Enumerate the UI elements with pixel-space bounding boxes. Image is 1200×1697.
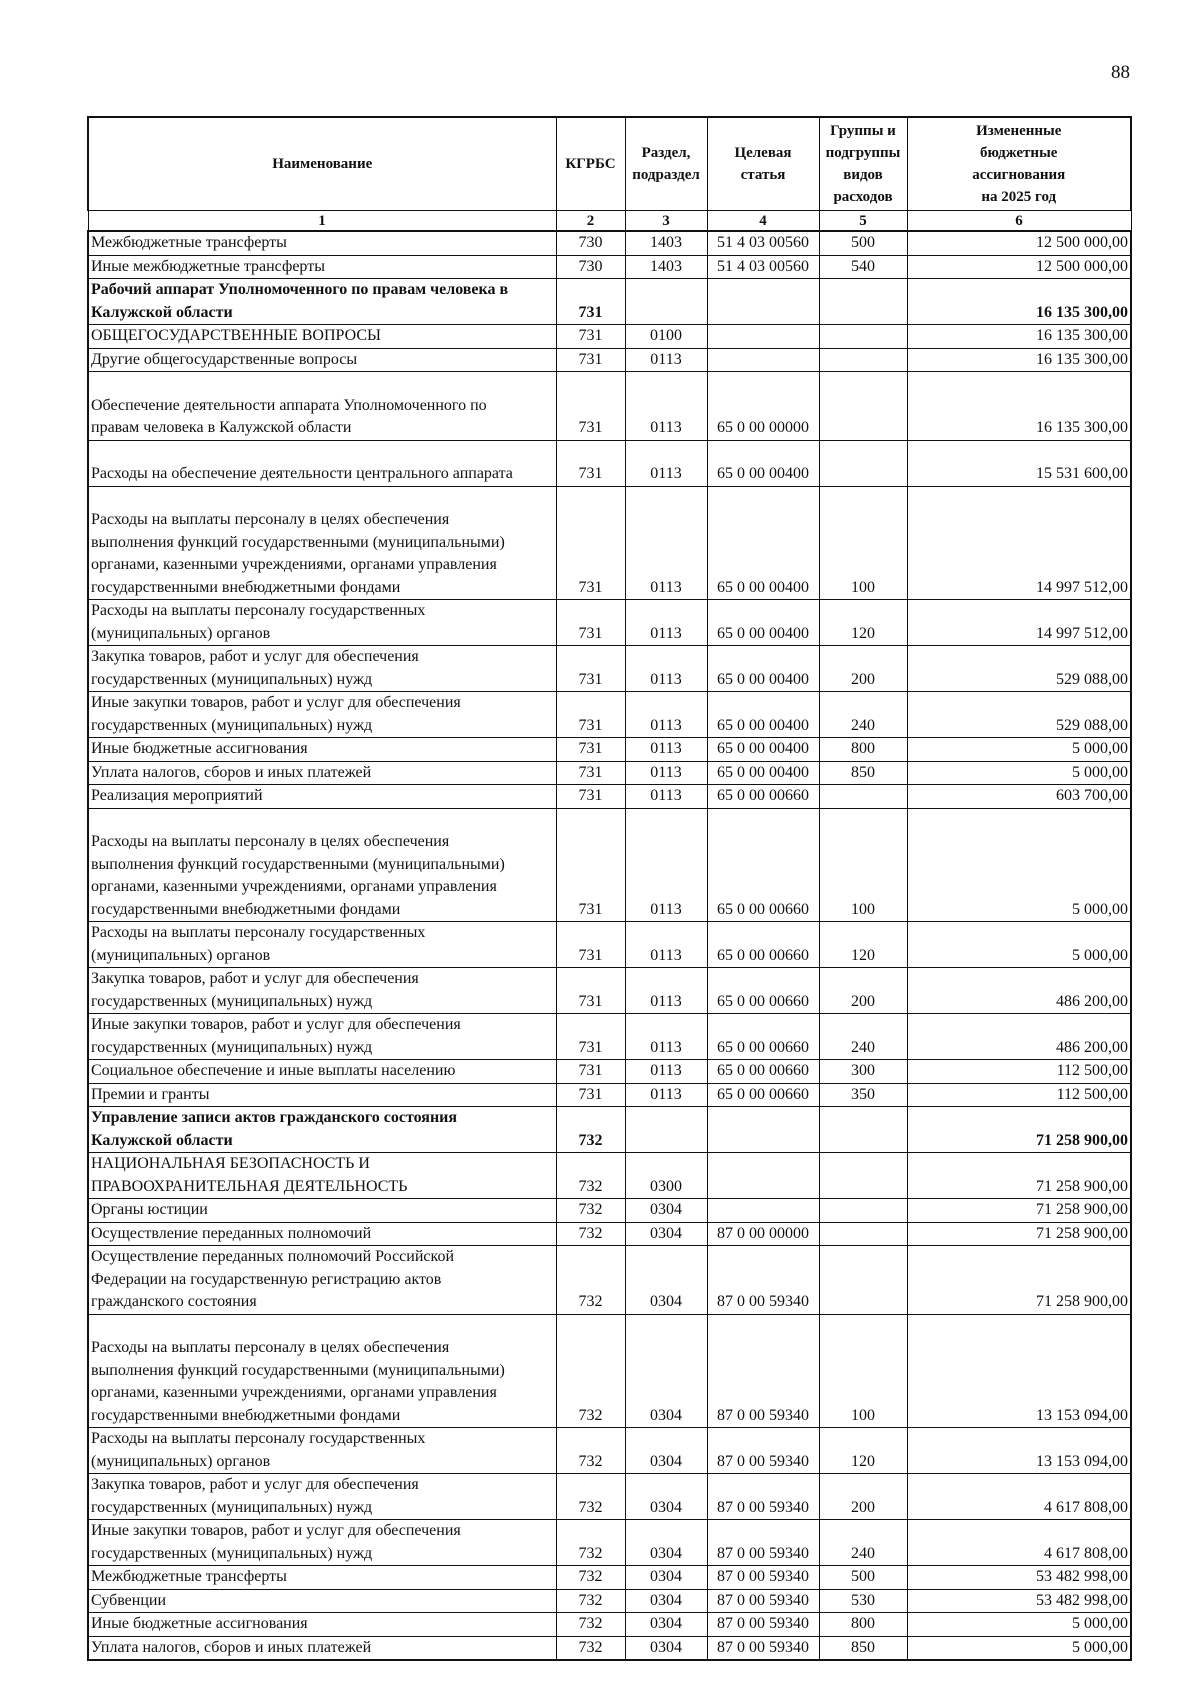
row-name: Иные закупки товаров, работ и услуг для обеспечения государственных (муниципальных) нужд: [88, 692, 556, 738]
row-kgrbs: 732: [556, 1107, 625, 1153]
row-amount: 14 997 512,00: [907, 600, 1131, 646]
row-section: 0304: [625, 1566, 707, 1590]
row-expense-group: 120: [819, 922, 907, 968]
row-amount: 71 258 900,00: [907, 1246, 1131, 1315]
row-target-article: [707, 1153, 819, 1199]
row-expense-group: 120: [819, 1428, 907, 1474]
table-row: [88, 486, 1131, 600]
table-row: [88, 231, 1131, 255]
row-amount: 529 088,00: [907, 692, 1131, 738]
row-target-article: 65 0 00 00660: [707, 1060, 819, 1084]
table-row: [88, 1083, 1131, 1107]
row-amount: 71 258 900,00: [907, 1107, 1131, 1153]
table-row: [88, 761, 1131, 785]
row-name: Иные межбюджетные трансферты: [88, 255, 556, 279]
table-body: [88, 231, 1131, 1660]
row-kgrbs: 732: [556, 1589, 625, 1613]
row-name: Органы юстиции: [88, 1199, 556, 1223]
row-target-article: [707, 348, 819, 372]
row-amount: 13 153 094,00: [907, 1428, 1131, 1474]
row-kgrbs: 731: [556, 440, 625, 486]
row-kgrbs: 731: [556, 808, 625, 922]
row-section: 0113: [625, 922, 707, 968]
table-row: [88, 646, 1131, 692]
row-amount: 15 531 600,00: [907, 440, 1131, 486]
column-number: 2: [556, 211, 625, 232]
row-kgrbs: 731: [556, 600, 625, 646]
row-amount: 5 000,00: [907, 1636, 1131, 1660]
row-amount: 14 997 512,00: [907, 486, 1131, 600]
row-target-article: [707, 1107, 819, 1153]
row-amount: 112 500,00: [907, 1060, 1131, 1084]
header-amount: Измененные бюджетные ассигнования на 2025 год: [907, 117, 1131, 211]
table-row: [88, 325, 1131, 349]
row-target-article: 65 0 00 00660: [707, 922, 819, 968]
row-name: Расходы на выплаты персоналу в целях обеспечения выполнения функций государственными (муниципальными) органами, казенными учреждениями, органами управления государственными внебюджетными фондами: [88, 808, 556, 922]
row-kgrbs: 731: [556, 1083, 625, 1107]
row-expense-group: 100: [819, 486, 907, 600]
table-row: [88, 1566, 1131, 1590]
row-kgrbs: 731: [556, 738, 625, 762]
row-kgrbs: 731: [556, 922, 625, 968]
header-code: КГРБС: [556, 117, 625, 211]
row-section: 0113: [625, 692, 707, 738]
row-expense-group: 350: [819, 1083, 907, 1107]
row-name: ОБЩЕГОСУДАРСТВЕННЫЕ ВОПРОСЫ: [88, 325, 556, 349]
header-section: Раздел, подраздел: [625, 117, 707, 211]
row-name: Межбюджетные трансферты: [88, 1566, 556, 1590]
row-target-article: [707, 1199, 819, 1223]
column-number: 5: [819, 211, 907, 232]
table-header-row: [88, 117, 1131, 211]
row-expense-group: 100: [819, 1314, 907, 1428]
row-target-article: 65 0 00 00660: [707, 808, 819, 922]
row-target-article: 65 0 00 00660: [707, 1083, 819, 1107]
row-section: 0304: [625, 1520, 707, 1566]
row-section: 0304: [625, 1636, 707, 1660]
row-name: Другие общегосударственные вопросы: [88, 348, 556, 372]
row-kgrbs: 732: [556, 1636, 625, 1660]
row-expense-group: [819, 1153, 907, 1199]
row-target-article: 87 0 00 59340: [707, 1246, 819, 1315]
table-row: [88, 1107, 1131, 1153]
row-kgrbs: 731: [556, 279, 625, 325]
table-row: [88, 1520, 1131, 1566]
row-name: Обеспечение деятельности аппарата Уполномоченного по правам человека в Калужской области: [88, 372, 556, 441]
row-amount: 12 500 000,00: [907, 255, 1131, 279]
row-expense-group: [819, 1107, 907, 1153]
row-name: Уплата налогов, сборов и иных платежей: [88, 1636, 556, 1660]
column-number: 6: [907, 211, 1131, 232]
row-kgrbs: 731: [556, 325, 625, 349]
row-expense-group: 100: [819, 808, 907, 922]
row-expense-group: 530: [819, 1589, 907, 1613]
row-amount: 486 200,00: [907, 1014, 1131, 1060]
row-expense-group: [819, 1199, 907, 1223]
row-kgrbs: 732: [556, 1153, 625, 1199]
row-amount: 71 258 900,00: [907, 1199, 1131, 1223]
row-kgrbs: 732: [556, 1199, 625, 1223]
row-expense-group: 500: [819, 1566, 907, 1590]
row-section: 0304: [625, 1474, 707, 1520]
row-name: Иные закупки товаров, работ и услуг для обеспечения государственных (муниципальных) нужд: [88, 1014, 556, 1060]
row-expense-group: 800: [819, 1613, 907, 1637]
row-section: 0113: [625, 372, 707, 441]
row-amount: 4 617 808,00: [907, 1520, 1131, 1566]
row-kgrbs: 731: [556, 646, 625, 692]
row-expense-group: 240: [819, 1014, 907, 1060]
row-section: 0113: [625, 761, 707, 785]
row-name: Расходы на обеспечение деятельности центрального аппарата: [88, 440, 556, 486]
table-row: [88, 255, 1131, 279]
row-target-article: 65 0 00 00660: [707, 785, 819, 809]
row-amount: 112 500,00: [907, 1083, 1131, 1107]
row-target-article: 65 0 00 00400: [707, 600, 819, 646]
table-row: [88, 738, 1131, 762]
row-amount: 71 258 900,00: [907, 1153, 1131, 1199]
row-name: НАЦИОНАЛЬНАЯ БЕЗОПАСНОСТЬ И ПРАВООХРАНИТЕЛЬНАЯ ДЕЯТЕЛЬНОСТЬ: [88, 1153, 556, 1199]
row-target-article: 65 0 00 00400: [707, 646, 819, 692]
row-name: Расходы на выплаты персоналу государственных (муниципальных) органов: [88, 1428, 556, 1474]
row-name: Иные закупки товаров, работ и услуг для обеспечения государственных (муниципальных) нужд: [88, 1520, 556, 1566]
table-row: [88, 785, 1131, 809]
row-target-article: 65 0 00 00000: [707, 372, 819, 441]
table-row: [88, 1428, 1131, 1474]
row-kgrbs: 731: [556, 692, 625, 738]
row-amount: 16 135 300,00: [907, 325, 1131, 349]
row-expense-group: 200: [819, 646, 907, 692]
row-amount: 16 135 300,00: [907, 348, 1131, 372]
table-row: [88, 808, 1131, 922]
row-target-article: 87 0 00 59340: [707, 1589, 819, 1613]
row-amount: 529 088,00: [907, 646, 1131, 692]
row-expense-group: [819, 785, 907, 809]
row-section: 0113: [625, 968, 707, 1014]
row-target-article: 65 0 00 00400: [707, 440, 819, 486]
row-kgrbs: 732: [556, 1428, 625, 1474]
row-amount: 16 135 300,00: [907, 372, 1131, 441]
row-kgrbs: 732: [556, 1246, 625, 1315]
row-target-article: 65 0 00 00400: [707, 738, 819, 762]
row-name: Уплата налогов, сборов и иных платежей: [88, 761, 556, 785]
row-expense-group: [819, 440, 907, 486]
row-section: 0304: [625, 1314, 707, 1428]
row-target-article: 65 0 00 00400: [707, 692, 819, 738]
row-expense-group: 120: [819, 600, 907, 646]
row-kgrbs: 731: [556, 372, 625, 441]
row-amount: 12 500 000,00: [907, 231, 1131, 255]
row-target-article: 65 0 00 00660: [707, 1014, 819, 1060]
row-name: Иные бюджетные ассигнования: [88, 1613, 556, 1637]
row-expense-group: [819, 348, 907, 372]
row-section: [625, 1107, 707, 1153]
row-section: 0304: [625, 1222, 707, 1246]
row-kgrbs: 731: [556, 1060, 625, 1084]
row-name: Закупка товаров, работ и услуг для обеспечения государственных (муниципальных) нужд: [88, 1474, 556, 1520]
row-name: Субвенции: [88, 1589, 556, 1613]
row-name: Закупка товаров, работ и услуг для обеспечения государственных (муниципальных) нужд: [88, 968, 556, 1014]
table-row: [88, 1613, 1131, 1637]
row-name: Межбюджетные трансферты: [88, 231, 556, 255]
row-expense-group: 850: [819, 1636, 907, 1660]
row-kgrbs: 730: [556, 255, 625, 279]
row-expense-group: [819, 1246, 907, 1315]
row-section: 0113: [625, 1083, 707, 1107]
row-kgrbs: 731: [556, 968, 625, 1014]
row-kgrbs: 731: [556, 785, 625, 809]
row-section: [625, 279, 707, 325]
row-expense-group: 240: [819, 1520, 907, 1566]
column-number: 4: [707, 211, 819, 232]
row-target-article: 51 4 03 00560: [707, 255, 819, 279]
row-amount: 5 000,00: [907, 808, 1131, 922]
row-name: Расходы на выплаты персоналу в целях обеспечения выполнения функций государственными (муниципальными) органами, казенными учреждениями, органами управления государственными внебюджетными фондами: [88, 486, 556, 600]
table-row: [88, 372, 1131, 441]
row-name: Управление записи актов гражданского состояния Калужской области: [88, 1107, 556, 1153]
budget-table: [87, 116, 1132, 1661]
row-name: Расходы на выплаты персоналу в целях обеспечения выполнения функций государственными (муниципальными) органами, казенными учреждениями, органами управления государственными внебюджетными фондами: [88, 1314, 556, 1428]
row-section: 0300: [625, 1153, 707, 1199]
row-expense-group: [819, 372, 907, 441]
row-expense-group: 300: [819, 1060, 907, 1084]
row-expense-group: [819, 1222, 907, 1246]
row-section: 0113: [625, 440, 707, 486]
row-target-article: 87 0 00 00000: [707, 1222, 819, 1246]
row-section: 0304: [625, 1199, 707, 1223]
table-row: [88, 922, 1131, 968]
row-amount: 5 000,00: [907, 738, 1131, 762]
row-section: 1403: [625, 255, 707, 279]
row-expense-group: 540: [819, 255, 907, 279]
table-row: [88, 600, 1131, 646]
row-amount: 53 482 998,00: [907, 1589, 1131, 1613]
header-name: Наименование: [88, 117, 556, 211]
table-row: [88, 692, 1131, 738]
row-kgrbs: 731: [556, 486, 625, 600]
row-section: 0113: [625, 600, 707, 646]
row-target-article: 87 0 00 59340: [707, 1474, 819, 1520]
row-amount: 5 000,00: [907, 1613, 1131, 1637]
row-amount: 13 153 094,00: [907, 1314, 1131, 1428]
row-target-article: 65 0 00 00400: [707, 486, 819, 600]
row-kgrbs: 732: [556, 1474, 625, 1520]
row-section: 0113: [625, 1060, 707, 1084]
table-row: [88, 1222, 1131, 1246]
row-kgrbs: 732: [556, 1613, 625, 1637]
table-row: [88, 1314, 1131, 1428]
row-expense-group: 850: [819, 761, 907, 785]
row-target-article: [707, 279, 819, 325]
table-row: [88, 1246, 1131, 1315]
row-amount: 4 617 808,00: [907, 1474, 1131, 1520]
row-target-article: 65 0 00 00660: [707, 968, 819, 1014]
table-row: [88, 279, 1131, 325]
row-amount: 16 135 300,00: [907, 279, 1131, 325]
table-row: [88, 1199, 1131, 1223]
row-section: 0304: [625, 1246, 707, 1315]
row-amount: 71 258 900,00: [907, 1222, 1131, 1246]
row-name: Расходы на выплаты персоналу государственных (муниципальных) органов: [88, 922, 556, 968]
row-amount: 53 482 998,00: [907, 1566, 1131, 1590]
row-target-article: 87 0 00 59340: [707, 1566, 819, 1590]
row-name: Премии и гранты: [88, 1083, 556, 1107]
row-amount: 486 200,00: [907, 968, 1131, 1014]
row-section: 0113: [625, 808, 707, 922]
row-name: Социальное обеспечение и иные выплаты населению: [88, 1060, 556, 1084]
table-row: [88, 1014, 1131, 1060]
table-row: [88, 440, 1131, 486]
row-target-article: 87 0 00 59340: [707, 1428, 819, 1474]
row-name: Рабочий аппарат Уполномоченного по правам человека в Калужской области: [88, 279, 556, 325]
column-number: 1: [88, 211, 556, 232]
row-target-article: 87 0 00 59340: [707, 1314, 819, 1428]
row-expense-group: 240: [819, 692, 907, 738]
row-target-article: 87 0 00 59340: [707, 1613, 819, 1637]
row-expense-group: 800: [819, 738, 907, 762]
row-section: 1403: [625, 231, 707, 255]
row-target-article: 87 0 00 59340: [707, 1520, 819, 1566]
row-name: Закупка товаров, работ и услуг для обеспечения государственных (муниципальных) нужд: [88, 646, 556, 692]
header-article: Целевая статья: [707, 117, 819, 211]
row-expense-group: [819, 279, 907, 325]
row-section: 0113: [625, 1014, 707, 1060]
row-name: Иные бюджетные ассигнования: [88, 738, 556, 762]
table-row: [88, 1153, 1131, 1199]
row-kgrbs: 732: [556, 1566, 625, 1590]
row-section: 0113: [625, 738, 707, 762]
row-expense-group: 500: [819, 231, 907, 255]
row-kgrbs: 732: [556, 1520, 625, 1566]
page-number: 88: [1111, 62, 1130, 83]
row-amount: 5 000,00: [907, 761, 1131, 785]
column-number-row: [88, 211, 1131, 232]
table-row: [88, 1636, 1131, 1660]
table-row: [88, 1589, 1131, 1613]
row-section: 0304: [625, 1613, 707, 1637]
row-expense-group: [819, 325, 907, 349]
row-section: 0113: [625, 785, 707, 809]
header-group: Группы и подгруппы видов расходов: [819, 117, 907, 211]
row-kgrbs: 730: [556, 231, 625, 255]
row-target-article: 65 0 00 00400: [707, 761, 819, 785]
table-row: [88, 968, 1131, 1014]
row-amount: 5 000,00: [907, 922, 1131, 968]
row-name: Осуществление переданных полномочий Российской Федерации на государственную регистрацию актов гражданского состояния: [88, 1246, 556, 1315]
row-amount: 603 700,00: [907, 785, 1131, 809]
row-kgrbs: 731: [556, 761, 625, 785]
row-target-article: 87 0 00 59340: [707, 1636, 819, 1660]
row-section: 0100: [625, 325, 707, 349]
row-kgrbs: 732: [556, 1314, 625, 1428]
row-kgrbs: 732: [556, 1222, 625, 1246]
row-name: Осуществление переданных полномочий: [88, 1222, 556, 1246]
row-name: Реализация мероприятий: [88, 785, 556, 809]
row-section: 0113: [625, 486, 707, 600]
row-target-article: 51 4 03 00560: [707, 231, 819, 255]
row-section: 0304: [625, 1428, 707, 1474]
row-target-article: [707, 325, 819, 349]
column-number: 3: [625, 211, 707, 232]
table-row: [88, 348, 1131, 372]
table-row: [88, 1474, 1131, 1520]
row-name: Расходы на выплаты персоналу государственных (муниципальных) органов: [88, 600, 556, 646]
table-row: [88, 1060, 1131, 1084]
row-expense-group: 200: [819, 1474, 907, 1520]
row-section: 0113: [625, 646, 707, 692]
row-section: 0113: [625, 348, 707, 372]
row-section: 0304: [625, 1589, 707, 1613]
row-kgrbs: 731: [556, 1014, 625, 1060]
row-kgrbs: 731: [556, 348, 625, 372]
row-expense-group: 200: [819, 968, 907, 1014]
